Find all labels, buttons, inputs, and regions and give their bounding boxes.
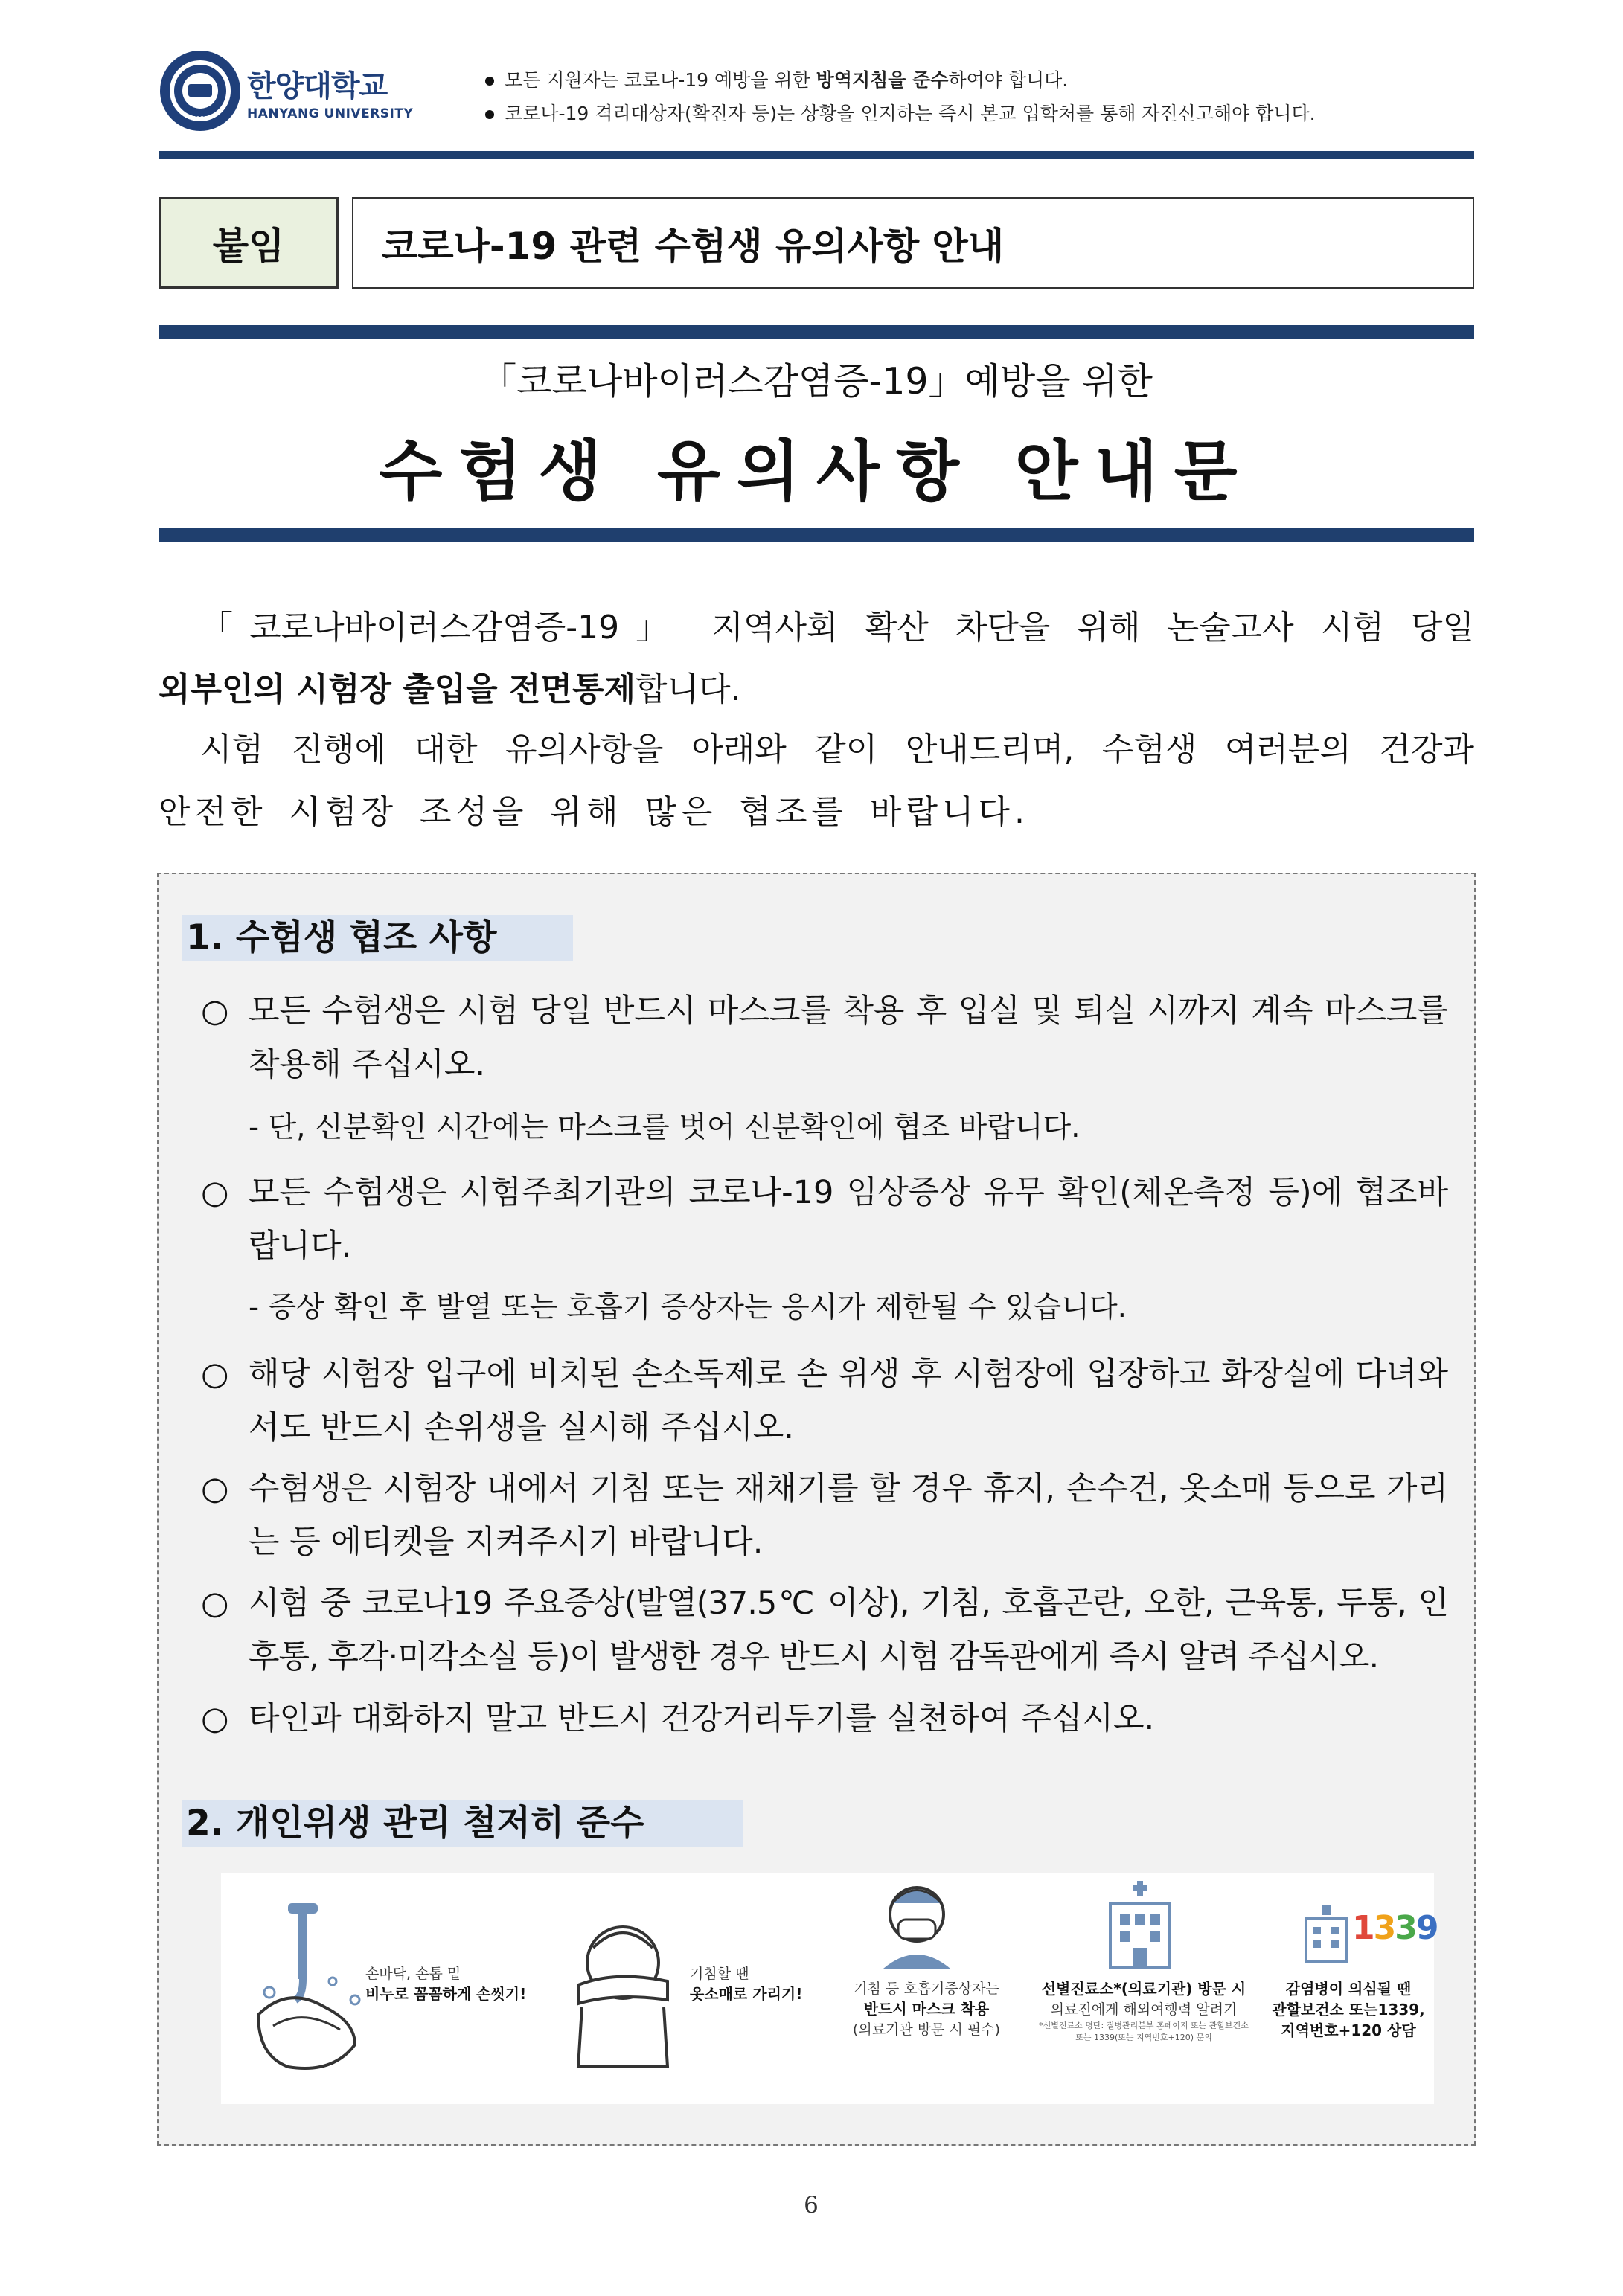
bullet-icon bbox=[485, 110, 494, 119]
guideline-item-3 bbox=[201, 1347, 1448, 1455]
mask-caption: 기침 등 호흡기증상자는 반드시 마스크 착용 (의료기관 방문 시 필수) bbox=[852, 1981, 1001, 2038]
hotline-1339-caption: 감염병이 의심될 땐 관할보건소 또는1339, 지역번호+120 상담 bbox=[1272, 1980, 1425, 2039]
guideline-item-4 bbox=[201, 1462, 1448, 1569]
guideline-text: 수험생은 시험장 내에서 기침 또는 재채기를 할 경우 휴지, 손수건, 옷소매 등으로 가리는 등 에티켓을 지켜주시기 바랍니다. bbox=[249, 1470, 1448, 1561]
intro-paragraph-2-line-2: 안전한 시험장 조성을 위해 많은 협조를 바랍니다. bbox=[159, 793, 1029, 831]
handwashing-icon bbox=[243, 1903, 377, 2082]
health-center-icon bbox=[1300, 1903, 1352, 1963]
mask-person-icon bbox=[876, 1881, 958, 1970]
cough-etiquette-caption: 기침할 땐 옷소매로 가리기! bbox=[690, 1966, 803, 2003]
title-top-rule bbox=[159, 325, 1474, 339]
handwashing-card bbox=[221, 1873, 534, 2104]
circle-bullet-icon: ○ bbox=[201, 1585, 228, 1622]
guideline-text: 모든 수험생은 시험주최기관의 코로나-19 임상증상 유무 확인(체온측정 등)에 협조바랍니다. bbox=[249, 1174, 1448, 1265]
document-title: 수험생 유의사항 안내문 bbox=[379, 433, 1254, 510]
guideline-item-6 bbox=[201, 1692, 1448, 1745]
circle-bullet-icon: ○ bbox=[201, 993, 229, 1030]
section-2-heading: 2. 개인위생 관리 철저히 준수 bbox=[182, 1800, 743, 1847]
guideline-subnote-2: - 증상 확인 후 발열 또는 호흡기 증상자는 응시가 제한될 수 있습니다. bbox=[249, 1291, 1127, 1324]
guideline-text: 모든 수험생은 시험 당일 반드시 마스크를 착용 후 입실 및 퇴실 시까지 계속 마스크를 착용해 주십시오. bbox=[249, 993, 1448, 1083]
svg-text:1939: 1939 bbox=[192, 115, 208, 122]
header-divider bbox=[159, 151, 1474, 159]
cough-sleeve-icon bbox=[563, 1918, 682, 2074]
screening-clinic-caption: 선별진료소*(의료기관) 방문 시 의료진에게 해외여행력 알려기 *선별진료소 명단: 질병관리본부 홈페이지 또는 관할보건소 또는 1339(또는 지역번호+120) 문의 bbox=[1039, 1980, 1249, 2042]
guideline-text: 시험 중 코로나19 주요증상(발열(37.5℃ 이상), 기침, 호흡곤란, 오한, 근육통, 두통, 인후통, 후각·미각소실 등)이 발생한 경우 반드시 시험 감독관에게 즉시 알려 주십시오. bbox=[249, 1585, 1448, 1675]
circle-bullet-icon: ○ bbox=[201, 1700, 229, 1737]
mask-card bbox=[827, 1873, 1021, 2104]
hotline-1339-card bbox=[1263, 1873, 1438, 2104]
hygiene-guide-image bbox=[221, 1873, 1438, 2104]
guideline-item-1 bbox=[201, 984, 1448, 1091]
intro-paragraph-2-line-1: 시험 진행에 대한 유의사항을 아래와 같이 안내드리며, 수험생 여러분의 건강과 bbox=[200, 731, 1474, 769]
intro-paragraph-1-line-1: 「코로나바이러스감염증-19」 지역사회 확산 차단을 위해 논술고사 시험 당일 bbox=[200, 609, 1474, 647]
document-subtitle: 「코로나바이러스감염증-19」예방을 위한 bbox=[480, 360, 1153, 403]
circle-bullet-icon: ○ bbox=[201, 1174, 229, 1211]
notice-line-2: 코로나-19 격리대상자(확진자 등)는 상황을 인지하는 즉시 본교 입학처를 통해 자진신고해야 합니다. bbox=[485, 99, 1316, 126]
bullet-icon bbox=[485, 77, 494, 86]
university-logo bbox=[247, 62, 413, 121]
page-number: 6 bbox=[804, 2192, 819, 2219]
hospital-building-icon bbox=[1099, 1881, 1181, 1970]
attachment-title: 코로나-19 관련 수험생 유의사항 안내 bbox=[352, 197, 1474, 289]
attachment-tag: 붙임 bbox=[159, 197, 339, 289]
logo-korean-text: 한양대학교 bbox=[247, 69, 388, 103]
handwashing-caption: 손바닥, 손톱 밑 비누로 꼼꼼하게 손씻기! bbox=[365, 1966, 527, 2003]
guideline-text: 해당 시험장 입구에 비치된 손소독제로 손 위생 후 시험장에 입장하고 화장실에 다녀와서도 반드시 손위생을 실시해 주십시오. bbox=[249, 1356, 1448, 1446]
hotline-1339-logo: 1339 bbox=[1352, 1909, 1438, 1947]
title-bottom-rule bbox=[159, 528, 1474, 542]
guideline-item-2 bbox=[201, 1166, 1448, 1273]
cough-etiquette-card bbox=[563, 1873, 809, 2104]
notice-line-1: 모든 지원자는 코로나-19 예방을 위한 방역지침을 준수하여야 합니다. bbox=[485, 65, 1068, 92]
screening-clinic-card bbox=[1032, 1873, 1255, 2104]
guideline-item-5 bbox=[201, 1577, 1448, 1684]
logo-english-text: HANYANG UNIVERSITY bbox=[247, 106, 414, 121]
intro-paragraph-1-line-2: 외부인의 시험장 출입을 전면통제합니다. bbox=[159, 670, 741, 708]
section-1-heading: 1. 수험생 협조 사항 bbox=[182, 915, 573, 961]
guideline-text: 타인과 대화하지 말고 반드시 건강거리두기를 실천하여 주십시오. bbox=[249, 1700, 1155, 1737]
university-seal-logo bbox=[159, 49, 242, 132]
circle-bullet-icon: ○ bbox=[201, 1356, 229, 1393]
guideline-subnote-1: - 단, 신분확인 시간에는 마스크를 벗어 신분확인에 협조 바랍니다. bbox=[249, 1111, 1081, 1144]
circle-bullet-icon: ○ bbox=[201, 1470, 229, 1507]
